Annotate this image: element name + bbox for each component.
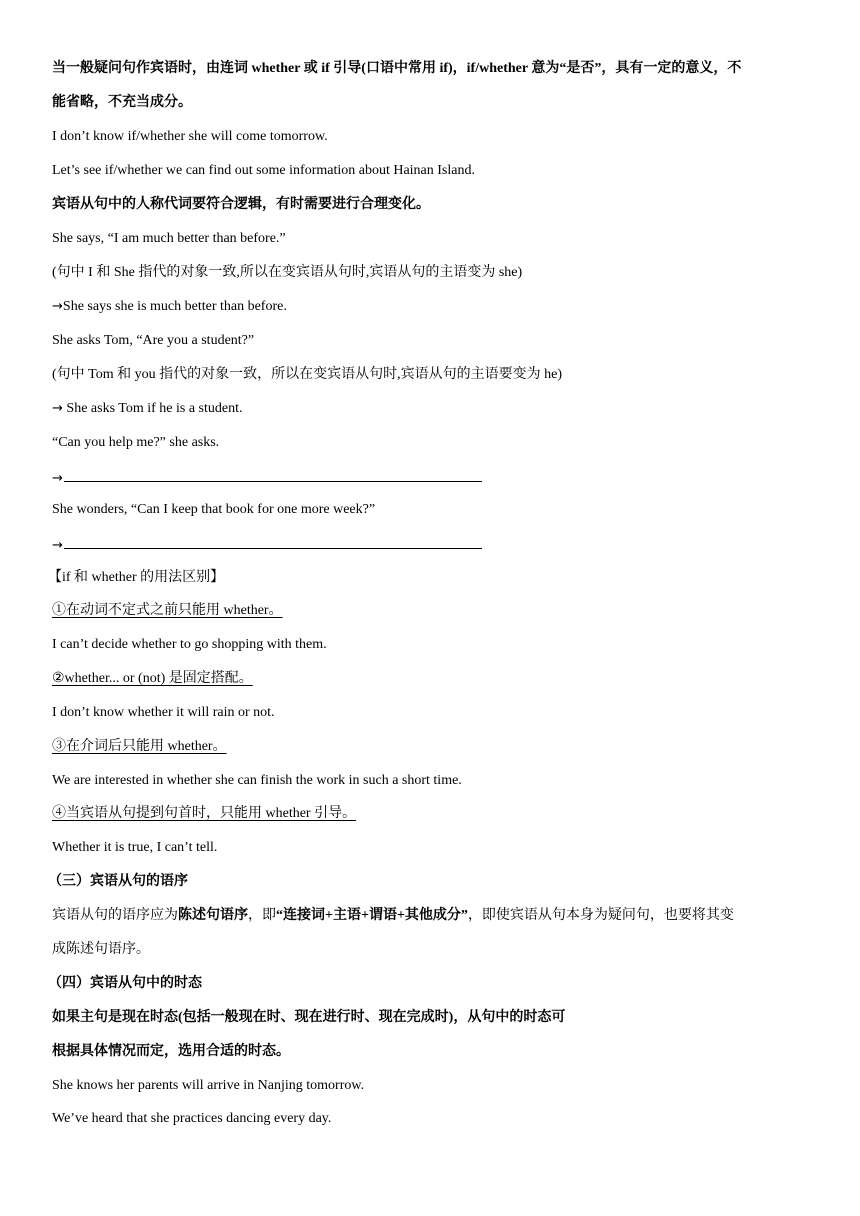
example-sentence: She knows her parents will arrive in Nanjing tomorrow. bbox=[52, 1078, 365, 1093]
arrow-icon: → bbox=[52, 538, 63, 553]
whether-intro-line2: 能省略，不充当成分。 bbox=[52, 95, 192, 110]
answer-blank[interactable] bbox=[64, 534, 482, 549]
tense-rule-line2: 根据具体情况而定，选用合适的时态。 bbox=[52, 1044, 290, 1059]
text-span-bold: 陈述句语序 bbox=[178, 908, 248, 923]
arrow-icon: → bbox=[52, 401, 63, 416]
text-span: 宾语从句的语序应为 bbox=[52, 908, 178, 923]
example-sentence: Let’s see if/whether we can find out some information about Hainan Island. bbox=[52, 163, 475, 178]
word-order-text bbox=[52, 906, 734, 926]
transformation-result bbox=[52, 399, 243, 419]
exercise-prompt: She wonders, “Can I keep that book for one more week?” bbox=[52, 502, 376, 517]
section-heading: （三）宾语从句的语序 bbox=[48, 874, 188, 889]
result-text: She says she is much better than before. bbox=[62, 299, 287, 314]
example-sentence: We are interested in whether she can finish the work in such a short time. bbox=[52, 773, 462, 788]
section-heading: （四）宾语从句中的时态 bbox=[48, 976, 202, 991]
example-sentence: I don’t know if/whether she will come tomorrow. bbox=[52, 129, 328, 144]
usage-rule: ②whether... or (not) 是固定搭配。 bbox=[52, 671, 253, 686]
text-span-bold: “连接词+主语+谓语+其他成分” bbox=[276, 908, 468, 923]
example-sentence: We’ve heard that she practices dancing every day. bbox=[52, 1111, 332, 1126]
explanation-note: (句中 I 和 She 指代的对象一致,所以在变宾语从句时,宾语从句的主语变为 she) bbox=[52, 265, 523, 280]
transformation-result bbox=[52, 297, 287, 317]
word-order-text-line2: 成陈述句语序。 bbox=[52, 942, 150, 957]
answer-blank[interactable] bbox=[64, 467, 482, 482]
exercise-prompt: “Can you help me?” she asks. bbox=[52, 435, 220, 450]
tense-rule-line1: 如果主句是现在时态(包括一般现在时、现在进行时、现在完成时)，从句中的时态可 bbox=[52, 1010, 566, 1025]
usage-rule: ③在介词后只能用 whether。 bbox=[52, 739, 227, 754]
usage-rule: ④当宾语从句提到句首时，只能用 whether 引导。 bbox=[52, 806, 357, 821]
if-whether-heading: 【if 和 whether 的用法区别】 bbox=[48, 570, 225, 585]
result-text: She asks Tom if he is a student. bbox=[62, 401, 243, 416]
text-span: ，即使宾语从句本身为疑问句，也要将其变 bbox=[467, 908, 734, 923]
explanation-note: (句中 Tom 和 you 指代的对象一致，所以在变宾语从句时,宾语从句的主语要变为 he) bbox=[52, 367, 563, 382]
text-span: ，即 bbox=[248, 908, 276, 923]
example-sentence: She asks Tom, “Are you a student?” bbox=[52, 333, 255, 348]
pronoun-rule: 宾语从句中的人称代词要符合逻辑，有时需要进行合理变化。 bbox=[52, 197, 430, 212]
arrow-icon: → bbox=[52, 299, 63, 314]
answer-line bbox=[52, 467, 482, 489]
whether-intro-line1: 当一般疑问句作宾语时，由连词 whether 或 if 引导(口语中常用 if)，if/whether 意为“是否”，具有一定的意义，不 bbox=[52, 61, 742, 76]
example-sentence: She says, “I am much better than before.” bbox=[52, 231, 286, 246]
example-sentence: I don’t know whether it will rain or not. bbox=[52, 705, 275, 720]
example-sentence: Whether it is true, I can’t tell. bbox=[52, 840, 218, 855]
usage-rule: ①在动词不定式之前只能用 whether。 bbox=[52, 603, 283, 618]
answer-line bbox=[52, 534, 482, 556]
arrow-icon: → bbox=[52, 471, 63, 486]
example-sentence: I can’t decide whether to go shopping with them. bbox=[52, 637, 327, 652]
